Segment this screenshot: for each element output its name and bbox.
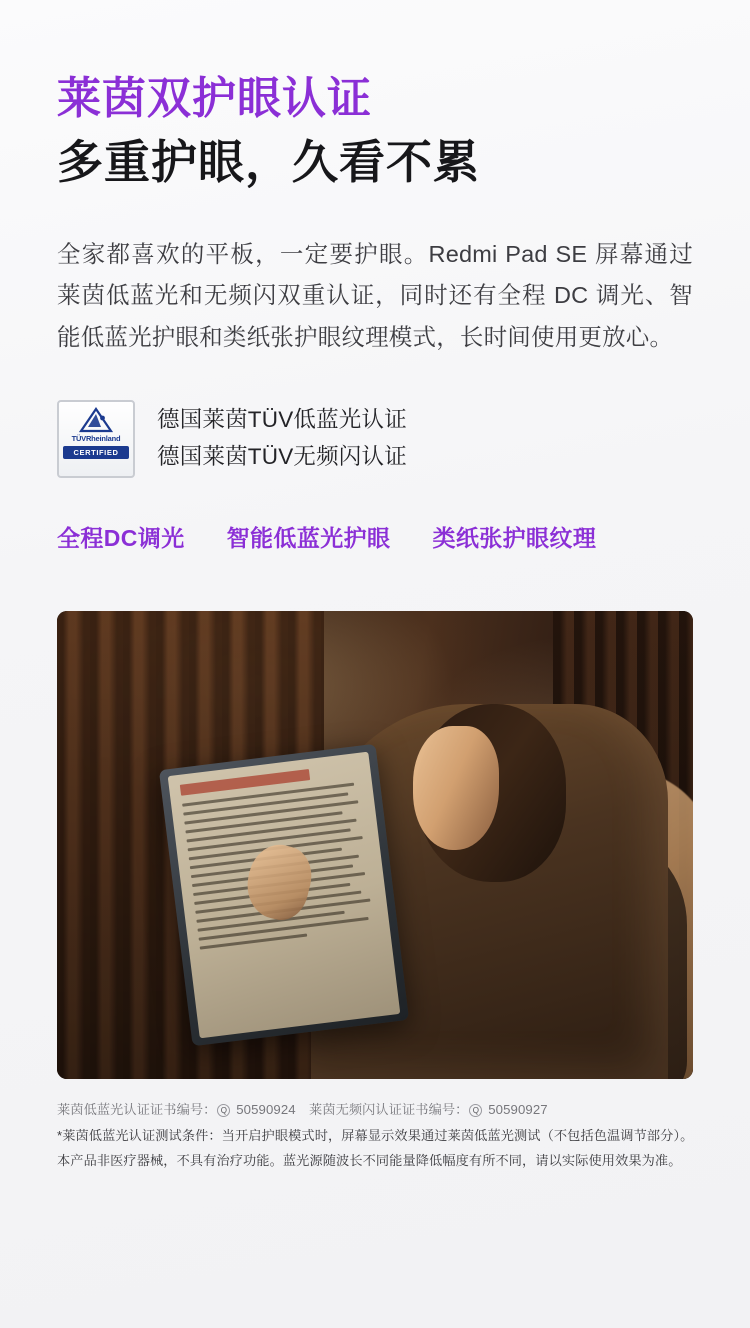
footnote-disclaimer: 本产品非医疗器械，不具有治疗功能。蓝光源随波长不同能量降低幅度有所不同，请以实际使用效果为准。 bbox=[57, 1153, 682, 1169]
footnote-text: 50590924 bbox=[232, 1101, 296, 1117]
page-title-main: 多重护眼，久看不累 bbox=[57, 135, 480, 188]
feature-low-blue-light: 智能低蓝光护眼 bbox=[226, 524, 391, 551]
certification-block bbox=[57, 400, 693, 478]
footnote-text: 莱茵无频闪认证证书编号： bbox=[295, 1101, 469, 1117]
tuv-rheinland-badge bbox=[57, 400, 135, 478]
footnote-text: 莱茵低蓝光认证证书编号： bbox=[57, 1101, 217, 1117]
page-title-accent: 莱茵双护眼认证 bbox=[57, 74, 372, 123]
footnote-certificate-numbers bbox=[57, 1097, 693, 1123]
footnote-text: 50590927 bbox=[484, 1101, 548, 1117]
tuv-triangle-icon bbox=[79, 407, 113, 433]
body-paragraph: 全家都喜欢的平板，一定要护眼。Redmi Pad SE 屏幕通过莱茵低蓝光和无频闪双重认证，同时还有全程 DC 调光、智能低蓝光护眼和类纸张护眼纹理模式，长时间使用更放心。 bbox=[57, 240, 693, 350]
certification-lines bbox=[157, 402, 407, 475]
certification-line-low-blue-light: 德国莱茵TÜV低蓝光认证 bbox=[157, 407, 407, 433]
feature-highlight-row bbox=[57, 520, 693, 553]
certification-line-flicker-free: 德国莱茵TÜV无频闪认证 bbox=[157, 443, 407, 469]
feature-dc-dimming: 全程DC调光 bbox=[57, 524, 185, 551]
footnotes bbox=[0, 1097, 750, 1174]
feature-paper-texture: 类纸张护眼纹理 bbox=[432, 524, 597, 551]
quality-mark-icon: Q bbox=[217, 1104, 230, 1117]
hero-person-face bbox=[413, 726, 499, 850]
footnote-test-conditions: *莱茵低蓝光认证测试条件：当开启护眼模式时，屏幕显示效果通过莱茵低蓝光测试（不包括色温调节部分）。 bbox=[57, 1127, 694, 1143]
tuv-badge-bottom-text: CERTIFIED bbox=[63, 446, 129, 459]
quality-mark-icon: Q bbox=[469, 1104, 482, 1117]
hero-image bbox=[57, 611, 693, 1079]
tuv-badge-top-text: TÜVRheinland bbox=[71, 433, 121, 443]
